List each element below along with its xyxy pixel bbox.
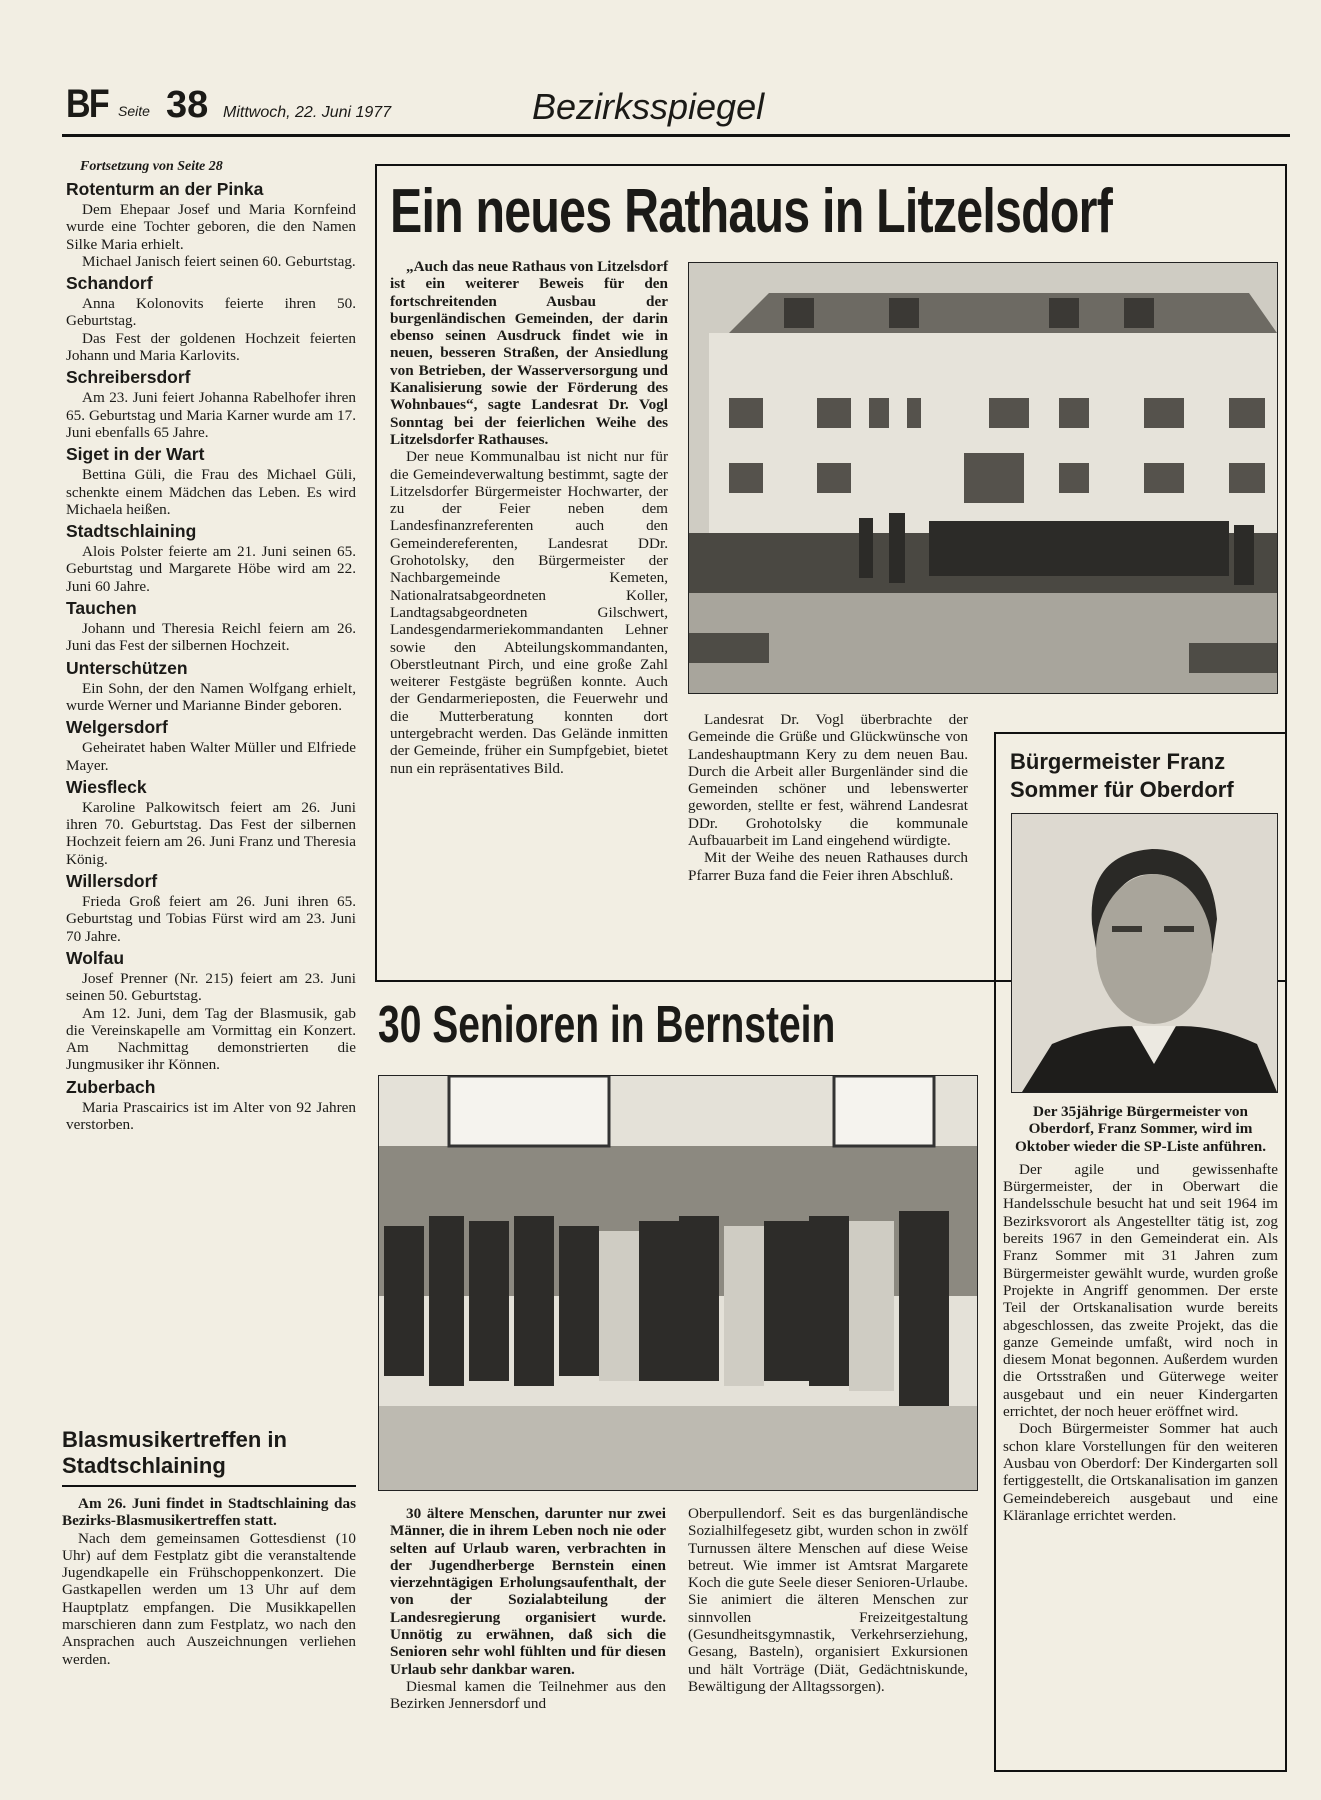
town-hall-illustration	[689, 263, 1277, 693]
continuation-note: Fortsetzung von Seite 28	[80, 159, 223, 174]
place-paragraph: Bettina Güli, die Frau des Michael Güli, schenkte einem Mädchen das Leben. Es wird Michaela heißen.	[66, 466, 356, 518]
place-heading: Unterschützen	[66, 657, 188, 678]
portrait-illustration	[1012, 814, 1277, 1092]
place-paragraph: Geheiratet haben Walter Müller und Elfriede Mayer.	[66, 739, 356, 774]
sommer-text	[1003, 1103, 1278, 1524]
place-paragraph: Am 12. Juni, dem Tag der Blasmusik, gab die Vereinskapelle am Vormittag ein Konzert. Am Nachmittag demonstrierten die Jungmusiker ihr Können.	[66, 1004, 356, 1074]
blasmusik-headline: Blasmusikertreffen in Stadtschlaining	[62, 1427, 287, 1478]
rathaus-lead: „Auch das neue Rathaus von Litzelsdorf ist ein weiterer Beweis für den fortschreitenden Ausbau der burgenländischen Gemeinden, der darin ebenso seinen Ausdruck findet wie in neuen, besseren Straßen, der Ansiedlung von Betrieben, der Wasserversorgung und Kanalisierung sowie der Förderung des Wohnbaues“, sagte Landesrat Dr. Vogl Sonntag bei der feierlichen Weihe des Litzelsdorfer Rathauses.	[390, 258, 669, 448]
place-paragraph: Maria Prascairics ist im Alter von 92 Jahren verstorben.	[66, 1098, 356, 1133]
place-heading: Wiesfleck	[66, 776, 147, 797]
place-heading: Tauchen	[66, 598, 137, 619]
place-heading: Rotenturm an der Pinka	[66, 179, 264, 199]
left-column	[66, 159, 356, 1133]
blasmusik-article	[62, 1427, 356, 1668]
rathaus-photo	[688, 262, 1278, 694]
rathaus-body-1: Der neue Kommunalbau ist nicht nur für die Gemeindeverwaltung bestimmt, sagte der Litzelsdorfer Bürgermeister Hochwarter, der zu der Feier neben dem Landesfinanzreferenten auch den Gemeindereferenten, Landesrat DDr. Grohotolsky, den Bürgermeister der Nachbargemeinde Kemeten, Nationalratsabgeordneten Koller, Landtagsabgeordneten Gilschwert, Landesgendarmeriekommandanten Lehner sowie den Abteilungskommandanten, Oberstleutnant Pirch, und eine große Zahl weiterer Festgäste begrüßen konnte. Auch der Gendarmerieposten, die Feuerwehr und die Mutterberatung konnten dort untergebracht werden. Das Gelände inmitten der Gemeinde, früher ein Sumpfgebiet, bietet nun ein repräsentatives Bild.	[390, 448, 668, 777]
place-heading: Welgersdorf	[66, 717, 168, 738]
masthead-section: Bezirksspiegel	[532, 86, 765, 127]
place-heading: Schreibersdorf	[66, 367, 191, 388]
senioren-lead: 30 ältere Menschen, darunter nur zwei Männer, die in ihrem Leben noch nie oder selten auf Urlaub waren, verbrachten in der Jugendherberge Bernstein einen vierzehntägigen Erholungsaufenthalt, der von der Sozialabteilung der Landesregierung organisiert wurde. Unnötig zu erwähnen, daß sich die Senioren sehr wohl fühlten und für diesen Urlaub sehr dankbar waren.	[390, 1505, 666, 1678]
masthead-seite-label: Seite	[118, 103, 150, 119]
rathaus-body-3: Mit der Weihe des neuen Rathauses durch Pfarrer Buza fand die Feier ihren Abschluß.	[688, 849, 968, 884]
place-paragraph: Dem Ehepaar Josef und Maria Kornfeind wurde eine Tochter geboren, die den Namen Silke Maria erhielt.	[66, 201, 356, 253]
place-paragraph: Ein Sohn, der den Namen Wolfgang erhielt, wurde Werner und Marianne Binder geboren.	[66, 679, 356, 714]
place-heading: Wolfau	[66, 947, 125, 968]
masthead-rule	[62, 134, 1290, 137]
masthead-date: Mittwoch, 22. Juni 1977	[223, 104, 392, 121]
senioren-body-1: Diesmal kamen die Teilnehmer aus den Bezirken Jennersdorf und	[390, 1677, 666, 1713]
senioren-body-2: Oberpullendorf. Seit es das burgenländische Sozialhilfegesetz gibt, wurden schon in zwölf Turnussen ältere Menschen auf diese Weise betreut. Wie immer ist Amtsrat Margarete Koch die gute Seele dieser Senioren-Urlaube. Sie animiert die älteren Menschen zur sinnvollen Freizeitgestaltung (Gesundheitsgymnastik, Verkehrserziehung, Gesang, Basteln), organisiert Exkursionen und hält Vorträge (Diät, Gedächtniskunde, Bewältigung der Alltagssorgen).	[688, 1505, 968, 1695]
place-paragraph: Michael Janisch feiert seinen 60. Geburtstag.	[82, 252, 356, 270]
place-paragraph: Am 23. Juni feiert Johanna Rabelhofer ihren 65. Geburtstag und Maria Karner wurde am 17. Juni ebenfalls 65 Jahre.	[66, 389, 356, 441]
place-heading: Stadtschlaining	[66, 521, 197, 542]
place-paragraph: Alois Polster feierte am 21. Juni seinen 65. Geburtstag und Margarete Höbe wird am 22. Juni 60 Jahre.	[66, 543, 356, 595]
place-heading: Siget in der Wart	[66, 444, 205, 465]
place-heading: Zuberbach	[66, 1076, 156, 1097]
senioren-photo	[378, 1075, 978, 1491]
place-paragraph: Das Fest der goldenen Hochzeit feierten Johann und Maria Karlovits.	[66, 329, 356, 365]
rathaus-body-2: Landesrat Dr. Vogl überbrachte der Gemeinde die Grüße und Glückwünsche von Landeshauptmann Kery zu dem neuen Bau. Durch die Arbeit aller Burgenländer sind die Gemeinden schöner und lebenswerter geworden, stellte er fest, während Landesrat DDr. Grohotolsky die kommunale Aufbauarbeit im Land eingehend würdigte.	[688, 711, 968, 850]
senioren-text-right	[688, 1505, 968, 1695]
sommer-headline: Bürgermeister Franz Sommer für Oberdorf	[1010, 749, 1234, 802]
group-photo-illustration	[379, 1076, 977, 1490]
place-paragraph: Johann und Theresia Reichl feiern am 26. Juni das Fest der silbernen Hochzeit.	[66, 620, 356, 655]
sommer-caption: Der 35jährige Bürgermeister von Oberdorf, Franz Sommer, wird im Oktober wieder die SP-Liste anführen.	[1014, 1103, 1267, 1155]
masthead-page-number: 38	[166, 84, 209, 126]
place-paragraph: Josef Prenner (Nr. 215) feiert am 23. Juni seinen 50. Geburtstag.	[66, 969, 356, 1005]
senioren-headline: 30 Senioren in Bernstein	[378, 996, 836, 1054]
sommer-body-1: Der agile und gewissenhafte Bürgermeister, der in Oberwart die Handelsschule besucht hat und seit 1964 im Bezirksvorort als Angestellter tätig ist, zog bereits 1967 in den Gemeinderat ein. Als Franz Sommer mit 31 Jahren zum Bürgermeister gewählt wurde, wurden große Projekte in Angriff genommen. Der erste Teil der Ortskanalisation wurde bereits abgeschlossen, das zweite Projekt, das die ganze Gemeinde umfaßt, wird noch in diesem Monat begonnen. Außerdem wurden die Ortsstraßen und Güterwege weiter ausgebaut und ein neuer Kindergarten errichtet, der noch heuer eröffnet wird.	[1003, 1160, 1278, 1421]
place-paragraph: Frieda Groß feiert am 26. Juni ihren 65. Geburtstag und Tobias Fürst wird am 23. Juni 70 Jahre.	[66, 893, 356, 945]
senioren-text-left	[390, 1505, 666, 1713]
place-heading: Schandorf	[66, 273, 153, 294]
blasmusik-rule	[62, 1485, 356, 1487]
place-paragraph: Anna Kolonovits feierte ihren 50. Geburtstag.	[66, 295, 356, 330]
rathaus-text-left	[390, 258, 668, 777]
place-heading: Willersdorf	[66, 871, 158, 892]
rathaus-headline: Ein neues Rathaus in Litzelsdorf	[390, 177, 1113, 246]
sommer-portrait	[1011, 813, 1278, 1093]
local-news-list	[66, 179, 356, 1133]
blasmusik-lead: Am 26. Juni findet in Stadtschlaining das Bezirks-Blasmusikertreffen statt.	[62, 1495, 356, 1530]
rathaus-text-right	[688, 711, 968, 884]
blasmusik-body: Nach dem gemeinsamen Gottesdienst (10 Uhr) auf dem Festplatz gibt die veranstaltende Jugendkapelle ein Frühschoppenkonzert. Die Gastkapellen werden um 13 Uhr auf dem Hauptplatz empfangen. Die Musikkapellen marschieren dann zum Festplatz, wo nach den Ansprachen auch Auszeichnungen verliehen werden.	[62, 1529, 356, 1668]
sommer-body-2: Doch Bürgermeister Sommer hat auch schon klare Vorstellungen für den weiteren Ausbau von Oberdorf: Der Kindergarten soll fertiggestellt, die Ortskanalisation im ganzen Gemeindebereich ausgebaut und eine Kläranlage errichtet werden.	[1003, 1420, 1278, 1524]
place-paragraph: Karoline Palkowitsch feiert am 26. Juni ihren 70. Geburtstag. Das Fest der silbernen Hochzeit feiern am 26. Juni Franz und Theresia König.	[66, 798, 356, 868]
masthead-logo: BF	[66, 82, 108, 126]
